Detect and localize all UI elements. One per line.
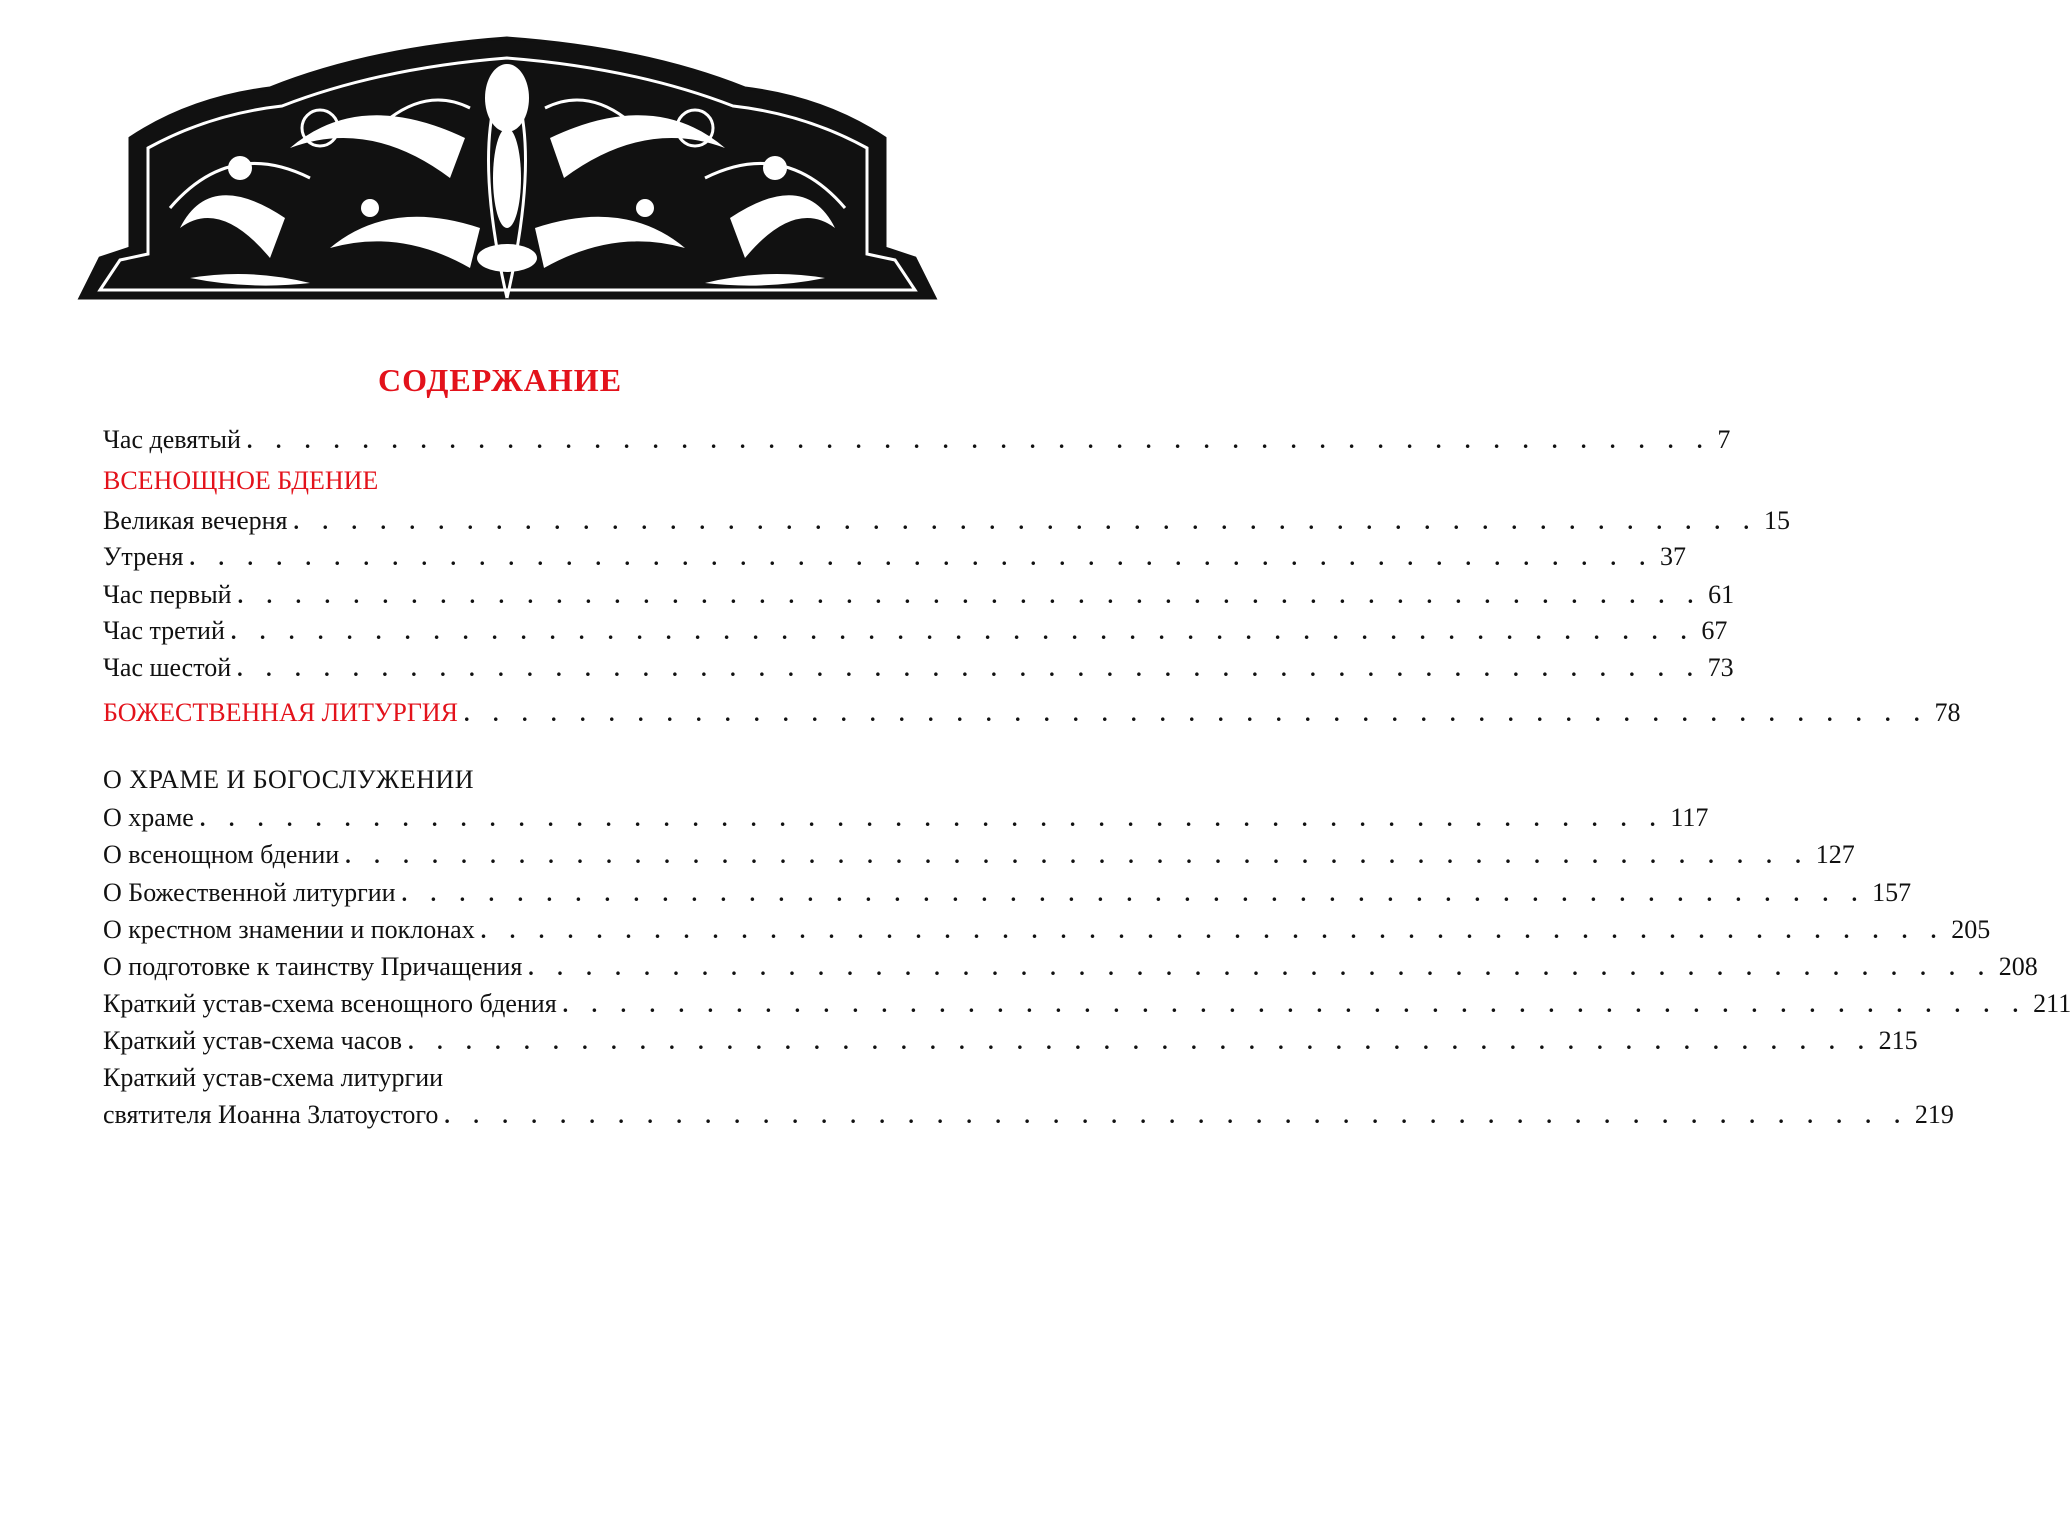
toc-entry[interactable] [103,650,1734,686]
toc-entry-label: Утреня [103,542,184,571]
toc-entry-page: 73 [1707,653,1734,682]
leader-dots: . . . . . . . . . . . . . . . . . . . . . . . . . . . . . . . . . . . . . . . . . . . . . . . . . . . [246,428,1712,453]
toc-entry-page: 157 [1872,878,1912,907]
leader-dots: . . . . . . . . . . . . . . . . . . . . . . . . . . . . . . . . . . . . . . . . . . . . . . . . . . . [199,806,1665,831]
toc-entry-page: 37 [1660,542,1687,571]
toc-entry-page: 61 [1708,580,1735,609]
toc-entry-page: 127 [1815,840,1855,869]
leader-dots: . . . . . . . . . . . . . . . . . . . . . . . . . . . . . . . . . . . . . . . . . . . . . . . . . . . [464,701,1929,726]
toc-entry-page: 67 [1701,616,1728,645]
toc-entry-label: Час первый [103,580,232,609]
leader-dots: . . . . . . . . . . . . . . . . . . . . . . . . . . . . . . . . . . . . . . . . . . . . . . . . . . . [293,509,1759,534]
leader-dots: . . . . . . . . . . . . . . . . . . . . . . . . . . . . . . . . . . . . . . . . . . . . . . . . . . . [528,955,1993,980]
toc-entry-label: святителя Иоанна Златоустого [103,1100,439,1129]
toc-entry-page: 215 [1878,1026,1918,1055]
toc-entry-label: Великая вечерня [103,506,288,535]
toc-section-label: ВСЕНОЩНОЕ БДЕНИЕ [103,466,379,495]
toc-entry-page: 117 [1670,803,1709,832]
toc-section-heading [103,762,956,798]
toc-entry-label: Краткий устав-схема всенощного бдения [103,989,557,1018]
leader-dots: . . . . . . . . . . . . . . . . . . . . . . . . . . . . . . . . . . . . . . . . . . . . . . . . . . . [562,992,2028,1017]
toc-entry[interactable] [103,503,1791,539]
leader-dots: . . . . . . . . . . . . . . . . . . . . . . . . . . . . . . . . . . . . . . . . . . . . . . . . . . . [401,881,1867,906]
leader-dots: . . . . . . . . . . . . . . . . . . . . . . . . . . . . . . . . . . . . . . . . . . . . . . . . . . . [189,545,1655,570]
toc-entry[interactable] [103,613,1728,649]
leader-dots: . . . . . . . . . . . . . . . . . . . . . . . . . . . . . . . . . . . . . . . . . . . . . . . . . . . [237,656,1702,681]
toc-section-label: О ХРАМЕ И БОГОСЛУЖЕНИИ [103,765,474,794]
toc-entry[interactable] [103,539,1687,575]
leader-dots: . . . . . . . . . . . . . . . . . . . . . . . . . . . . . . . . . . . . . . . . . . . . . . . . . . . [345,843,1810,868]
toc-entry-label: О крестном знамении и поклонах [103,915,475,944]
toc-entry[interactable] [103,949,2038,985]
toc-entry-page: 78 [1934,698,1961,727]
leader-dots: . . . . . . . . . . . . . . . . . . . . . . . . . . . . . . . . . . . . . . . . . . . . . . . . . . . [408,1029,1873,1054]
leader-dots: . . . . . . . . . . . . . . . . . . . . . . . . . . . . . . . . . . . . . . . . . . . . . . . . . . . [237,583,1703,608]
toc-entry-page: 208 [1998,952,2038,981]
leader-dots: . . . . . . . . . . . . . . . . . . . . . . . . . . . . . . . . . . . . . . . . . . . . . . . . . . . [480,918,1946,943]
toc-entry[interactable] [103,422,1731,458]
toc-entry[interactable] [103,912,1991,948]
leader-dots: . . . . . . . . . . . . . . . . . . . . . . . . . . . . . . . . . . . . . . . . . . . . . . . . . . . [444,1103,1909,1128]
toc-entry-label: БОЖЕСТВЕННАЯ ЛИТУРГИЯ [103,698,458,727]
toc-entry-page: 7 [1717,425,1731,454]
toc-entry[interactable] [103,837,1855,873]
toc-entry[interactable] [103,875,1912,911]
toc-entry-page: 205 [1951,915,1991,944]
toc-entry-label: Час третий [103,616,225,645]
toc-entry-label: Краткий устав-схема часов [103,1026,403,1055]
toc-entry-page: 211 [2033,989,2071,1018]
page-title: СОДЕРЖАНИЕ [377,362,623,398]
toc-entry[interactable] [103,577,1735,613]
toc-entry[interactable] [103,986,2071,1022]
toc-entry-label: О подготовке к таинству Причащения [103,952,523,981]
toc-entry-page: 15 [1764,506,1791,535]
toc-entry[interactable] [103,1023,1918,1059]
toc-entry-first-line[interactable] [103,1060,956,1096]
toc-entry-label: О всенощном бдении [103,840,340,869]
toc-entry-label: О Божественной литургии [103,878,396,907]
toc-entry[interactable] [103,695,1961,731]
toc-entry-page: 219 [1914,1100,1954,1129]
ornamental-headpiece [70,28,945,320]
toc-entry-label: Краткий устав-схема литургии [103,1063,444,1092]
toc-entry[interactable] [103,800,1709,836]
toc-entry-label: О храме [103,803,194,832]
leader-dots: . . . . . . . . . . . . . . . . . . . . . . . . . . . . . . . . . . . . . . . . . . . . . . . . . . . [230,619,1696,644]
toc-entry-label: Час шестой [103,653,232,682]
toc-section-heading [103,463,956,499]
toc-entry-label: Час девятый [103,425,241,454]
toc-entry[interactable] [103,1097,1954,1133]
